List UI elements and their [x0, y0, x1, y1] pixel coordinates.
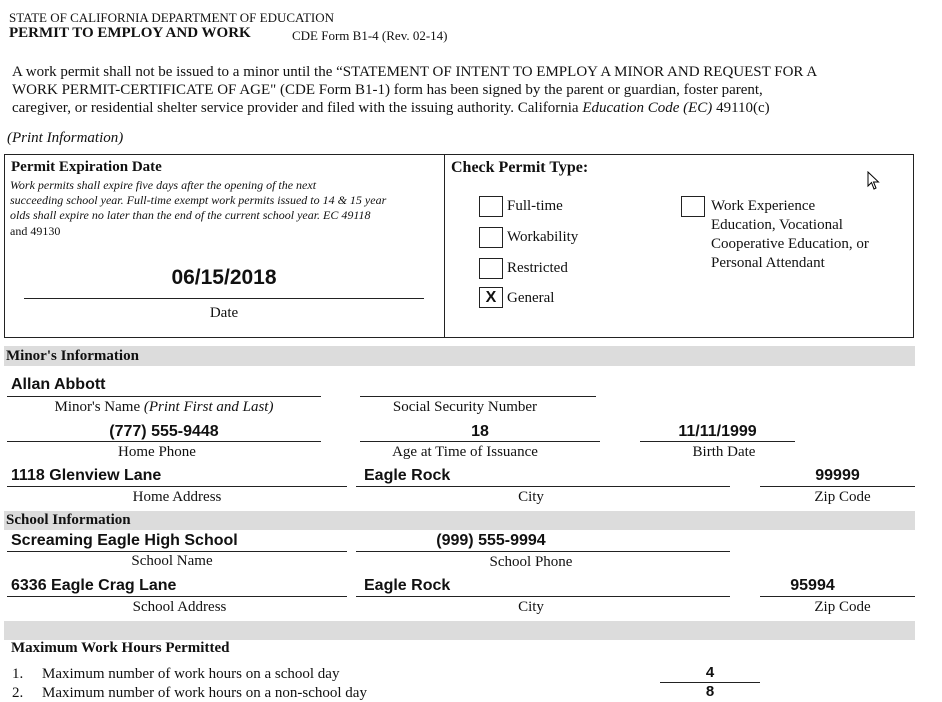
- hours-item-2-number: 2.: [12, 685, 24, 701]
- work-experience-label-4: Personal Attendant: [711, 255, 825, 271]
- expiration-note-3: olds shall expire no later than the end of the current school year. EC 49118: [10, 208, 371, 222]
- expiration-date-line: [24, 298, 424, 299]
- intro-line-2: WORK PERMIT-CERTIFICATE OF AGE" (CDE Form B1-1) form has been signed by the parent or guardian, foster parent,: [12, 82, 763, 98]
- school-zip-line: [760, 596, 915, 597]
- school-address-label: School Address: [132, 599, 227, 615]
- age-line: [360, 441, 600, 442]
- birth-date-label: Birth Date: [692, 444, 756, 460]
- expiration-date-label: Date: [209, 305, 239, 321]
- hours-item-1-text: Maximum number of work hours on a school day: [42, 666, 340, 682]
- hours-item-2-value[interactable]: 8: [705, 683, 715, 700]
- minor-section-title: Minor's Information: [6, 348, 139, 364]
- mouse-pointer-icon: [867, 171, 881, 191]
- school-phone-value[interactable]: (999) 555-9994: [436, 532, 546, 549]
- checkbox-restricted-label: Restricted: [507, 260, 568, 276]
- home-address-value[interactable]: 1118 Glenview Lane: [11, 467, 162, 484]
- permit-type-heading: Check Permit Type:: [451, 159, 589, 176]
- intro-line-1: A work permit shall not be issued to a minor until the “STATEMENT OF INTENT TO EMPLOY A MINOR AND REQUEST FOR A: [12, 64, 818, 80]
- home-zip-line: [760, 486, 915, 487]
- work-experience-label-3: Cooperative Education, or: [711, 236, 869, 252]
- checkbox-full-time-label: Full-time: [507, 198, 563, 214]
- form-title: PERMIT TO EMPLOY AND WORK: [9, 25, 251, 41]
- school-city-label: City: [518, 599, 544, 615]
- home-zip-value[interactable]: 99999: [815, 467, 860, 484]
- home-address-line: [7, 486, 347, 487]
- home-city-line: [356, 486, 730, 487]
- agency-name: STATE OF CALIFORNIA DEPARTMENT OF EDUCATION: [9, 10, 335, 25]
- age-label: Age at Time of Issuance: [392, 444, 538, 460]
- school-zip-label: Zip Code: [814, 599, 871, 615]
- school-section-title: School Information: [6, 512, 131, 528]
- home-city-value[interactable]: Eagle Rock: [364, 467, 451, 484]
- school-phone-label: School Phone: [489, 554, 573, 570]
- checkbox-full-time[interactable]: [479, 196, 503, 217]
- print-info-note: (Print Information): [7, 130, 124, 146]
- checkbox-workability[interactable]: [479, 227, 503, 248]
- hours-section-title: Maximum Work Hours Permitted: [11, 640, 230, 656]
- checkbox-general[interactable]: X: [479, 287, 503, 308]
- permit-box-divider: [444, 154, 445, 338]
- school-name-label: School Name: [131, 553, 213, 569]
- work-experience-label-2: Education, Vocational: [711, 217, 843, 233]
- hours-item-1-value[interactable]: 4: [705, 664, 715, 681]
- age-value[interactable]: 18: [471, 423, 489, 440]
- school-address-value[interactable]: 6336 Eagle Crag Lane: [11, 577, 177, 594]
- school-zip-value[interactable]: 95994: [790, 577, 835, 594]
- expiration-note-1: Work permits shall expire five days after the opening of the next: [10, 178, 317, 192]
- home-city-label: City: [518, 489, 544, 505]
- school-name-value[interactable]: Screaming Eagle High School: [11, 532, 238, 549]
- intro-line-3: caregiver, or residential shelter service provider and filed with the issuing authority. California Education Code (EC) 49110(c): [12, 100, 770, 116]
- checkbox-work-experience[interactable]: [681, 196, 705, 217]
- school-phone-line: [356, 551, 730, 552]
- minor-name-value[interactable]: Allan Abbott: [11, 376, 106, 393]
- work-experience-label-1: Work Experience: [711, 198, 816, 214]
- home-phone-value[interactable]: (777) 555-9448: [109, 423, 219, 440]
- checkbox-workability-label: Workability: [507, 229, 579, 245]
- birth-date-value[interactable]: 11/11/1999: [678, 423, 757, 440]
- home-phone-label: Home Phone: [118, 444, 196, 460]
- school-address-line: [7, 596, 347, 597]
- school-name-line: [7, 551, 347, 552]
- expiration-note-2: succeeding school year. Full-time exempt work permits issued to 14 & 15 year: [10, 193, 387, 207]
- expiration-date-value[interactable]: 06/15/2018: [171, 266, 277, 289]
- minor-name-label: Minor's Name (Print First and Last): [54, 399, 274, 415]
- school-section-band: [4, 511, 915, 530]
- hours-item-1-number: 1.: [12, 666, 24, 682]
- minor-name-line: [7, 396, 321, 397]
- home-zip-label: Zip Code: [814, 489, 871, 505]
- school-city-line: [356, 596, 730, 597]
- ssn-line: [360, 396, 596, 397]
- ssn-label: Social Security Number: [392, 399, 538, 415]
- checkbox-restricted[interactable]: [479, 258, 503, 279]
- home-phone-line: [7, 441, 321, 442]
- school-city-value[interactable]: Eagle Rock: [364, 577, 451, 594]
- birth-date-line: [640, 441, 795, 442]
- hours-section-band: [4, 621, 915, 640]
- checkbox-general-label: General: [507, 290, 555, 306]
- expiration-note-4: and 49130: [10, 224, 61, 238]
- minor-section-band: [4, 346, 915, 366]
- form-id: CDE Form B1-4 (Rev. 02-14): [292, 28, 448, 43]
- home-address-label: Home Address: [132, 489, 222, 505]
- expiration-heading: Permit Expiration Date: [11, 159, 162, 175]
- hours-item-2-text: Maximum number of work hours on a non-school day: [42, 685, 367, 701]
